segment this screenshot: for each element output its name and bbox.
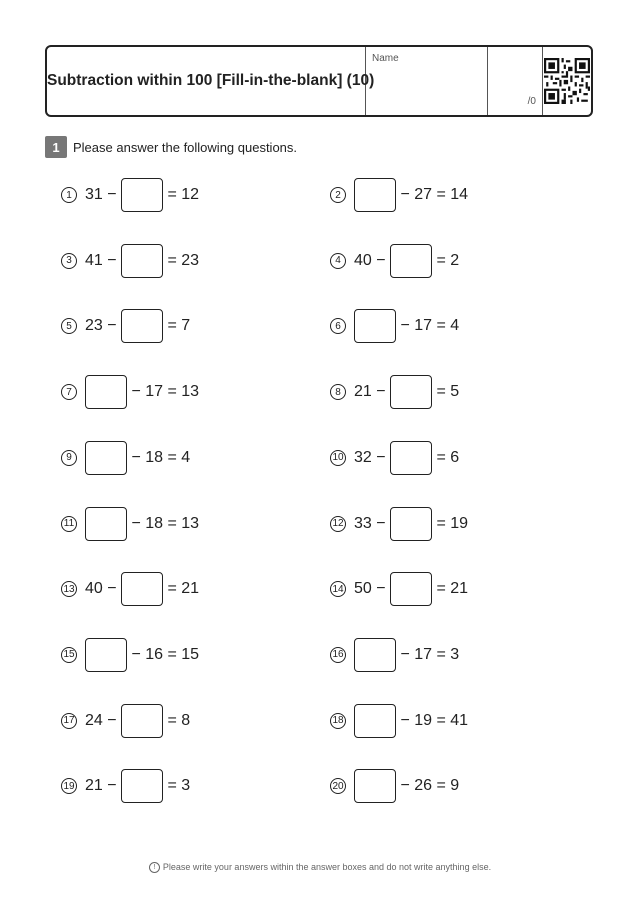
problem-text-before: 40 − xyxy=(354,251,391,269)
problem-16 xyxy=(330,637,459,673)
problem-10 xyxy=(330,440,459,476)
problem-6 xyxy=(330,308,459,344)
section-number-badge: 1 xyxy=(45,136,67,158)
problem-15 xyxy=(61,637,199,673)
problem-text-after: − 18 = 13 xyxy=(127,514,200,532)
problem-text-after: = 21 xyxy=(163,580,200,598)
problem-number: 18 xyxy=(330,713,346,729)
problem-number: 5 xyxy=(61,318,77,334)
problem-19 xyxy=(61,768,190,804)
score-label: /0 xyxy=(527,96,536,107)
problem-text-before: 33 − xyxy=(354,514,391,532)
answer-box[interactable] xyxy=(85,638,127,672)
answer-box[interactable] xyxy=(354,769,396,803)
problem-text-after: − 17 = 3 xyxy=(396,645,460,663)
problem-text-after: − 17 = 13 xyxy=(127,383,200,401)
problem-number: 9 xyxy=(61,450,77,466)
problem-20 xyxy=(330,768,459,804)
answer-box[interactable] xyxy=(354,704,396,738)
problem-number: 17 xyxy=(61,713,77,729)
problem-text-before: 21 − xyxy=(85,777,122,795)
answer-box[interactable] xyxy=(121,244,163,278)
problem-number: 11 xyxy=(61,516,77,532)
problem-text-after: = 12 xyxy=(163,186,200,203)
problem-number: 13 xyxy=(61,581,77,597)
problem-4 xyxy=(330,243,459,279)
problem-number: 20 xyxy=(330,778,346,794)
problem-5 xyxy=(61,308,190,344)
section-header xyxy=(45,136,297,158)
problem-text-after: = 21 xyxy=(432,580,469,598)
answer-box[interactable] xyxy=(121,704,163,738)
problem-11 xyxy=(61,506,199,542)
problem-14 xyxy=(330,571,468,607)
answer-box[interactable] xyxy=(354,178,396,212)
worksheet-header xyxy=(45,45,593,117)
qr-code-icon xyxy=(543,47,591,115)
info-icon: ! xyxy=(149,862,160,873)
problem-number: 1 xyxy=(61,187,77,203)
answer-box[interactable] xyxy=(354,309,396,343)
section-instruction: Please answer the following questions. xyxy=(73,139,298,155)
name-field[interactable] xyxy=(366,47,488,115)
problem-3 xyxy=(61,243,199,279)
problem-12 xyxy=(330,506,468,542)
problem-text-before: 24 − xyxy=(85,711,122,729)
problem-number: 10 xyxy=(330,450,346,466)
footer-note xyxy=(0,862,640,873)
worksheet-title: Subtraction within 100 [Fill-in-the-blank] (10) xyxy=(47,47,366,115)
problem-text-after: = 2 xyxy=(432,251,460,269)
problem-text-after: = 5 xyxy=(432,383,460,401)
answer-box[interactable] xyxy=(390,244,432,278)
problem-text-after: = 3 xyxy=(163,777,191,795)
problem-number: 14 xyxy=(330,581,346,597)
problem-number: 19 xyxy=(61,778,77,794)
problem-2 xyxy=(330,177,468,213)
problem-text-before: 31 − xyxy=(85,186,122,203)
problem-number: 15 xyxy=(61,647,77,663)
problem-text-after: = 7 xyxy=(163,317,191,335)
problem-17 xyxy=(61,703,190,739)
answer-box[interactable] xyxy=(390,572,432,606)
answer-box[interactable] xyxy=(85,441,127,475)
problem-number: 12 xyxy=(330,516,346,532)
problem-text-after: − 17 = 4 xyxy=(396,317,460,335)
problem-text-before: 50 − xyxy=(354,580,391,598)
problem-1 xyxy=(61,177,199,213)
answer-box[interactable] xyxy=(390,441,432,475)
answer-box[interactable] xyxy=(390,507,432,541)
answer-box[interactable] xyxy=(85,507,127,541)
problem-number: 3 xyxy=(61,253,77,269)
problem-text-before: 41 − xyxy=(85,251,122,269)
problem-text-after: = 8 xyxy=(163,711,191,729)
answer-box[interactable] xyxy=(354,638,396,672)
problem-18 xyxy=(330,703,468,739)
answer-box[interactable] xyxy=(390,375,432,409)
answer-box[interactable] xyxy=(85,375,127,409)
problem-text-after: = 19 xyxy=(432,514,469,532)
qr-code-graphic xyxy=(544,58,590,104)
answer-box[interactable] xyxy=(121,309,163,343)
problem-text-before: 40 − xyxy=(85,580,122,598)
answer-box[interactable] xyxy=(121,572,163,606)
footer-note-text: Please write your answers within the answer boxes and do not write anything else. xyxy=(162,862,492,872)
problem-text-after: − 16 = 15 xyxy=(127,645,200,663)
name-label: Name xyxy=(372,53,399,64)
problem-text-after: = 6 xyxy=(432,448,460,466)
problem-number: 8 xyxy=(330,384,346,400)
score-field xyxy=(488,47,543,115)
problem-8 xyxy=(330,374,459,410)
problem-13 xyxy=(61,571,199,607)
problem-text-before: 21 − xyxy=(354,383,391,401)
problem-number: 2 xyxy=(330,187,346,203)
problem-9 xyxy=(61,440,190,476)
problem-text-after: − 19 = 41 xyxy=(396,711,469,729)
problem-text-before: 32 − xyxy=(354,448,391,466)
answer-box[interactable] xyxy=(121,178,163,212)
problem-text-after: − 27 = 14 xyxy=(396,186,469,203)
problem-text-before: 23 − xyxy=(85,317,122,335)
problem-text-after: = 23 xyxy=(163,251,200,269)
problem-text-after: − 26 = 9 xyxy=(396,777,460,795)
problem-text-after: − 18 = 4 xyxy=(127,448,191,466)
problem-number: 7 xyxy=(61,384,77,400)
problem-number: 16 xyxy=(330,647,346,663)
problem-7 xyxy=(61,374,199,410)
problem-number: 6 xyxy=(330,318,346,334)
problem-number: 4 xyxy=(330,253,346,269)
answer-box[interactable] xyxy=(121,769,163,803)
